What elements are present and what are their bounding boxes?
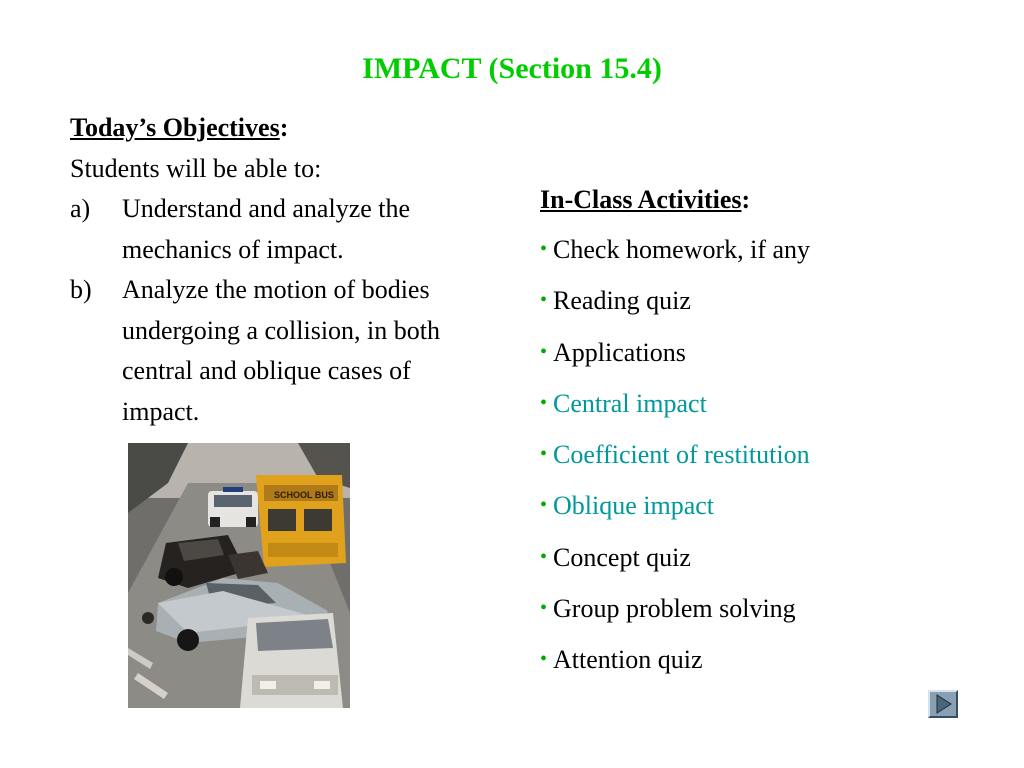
activity-item: [540, 434, 1010, 485]
activity-item: [540, 537, 1010, 588]
bullet-icon: •: [540, 238, 548, 260]
objective-text: Understand and analyze the mechanics of impact.: [122, 194, 411, 264]
objective-item: [70, 270, 540, 432]
activity-text: Group problem solving: [553, 594, 796, 624]
objective-text: Analyze the motion of bodies undergoing a collision, in both central and oblique cases of impact.: [122, 275, 440, 426]
objective-marker: a): [70, 194, 91, 223]
bus-sign: SCHOOL BUS: [274, 490, 334, 500]
activity-item: [540, 332, 1010, 383]
bullet-icon: •: [540, 289, 548, 312]
activity-text: Reading quiz: [553, 286, 691, 316]
activity-item: [540, 280, 1010, 331]
objectives-heading: [70, 108, 540, 149]
activity-item: [540, 639, 1010, 690]
objectives-heading-text: Today’s Objectives: [70, 113, 280, 142]
activities-heading-text: In-Class Activities: [540, 185, 742, 214]
bullet-icon: •: [540, 340, 548, 363]
bullet-icon: •: [540, 494, 548, 517]
activity-text: Central impact: [553, 388, 707, 418]
bullet-icon: •: [540, 597, 548, 620]
bullet-icon: •: [540, 648, 548, 671]
activity-text: Coefficient of restitution: [553, 440, 810, 470]
bullet-icon: •: [540, 391, 548, 414]
objectives-intro: Students will be able to:: [70, 153, 322, 183]
objectives-heading-colon: :: [279, 113, 289, 142]
activity-text: Check homework, if any: [553, 235, 811, 264]
activities-heading-colon: :: [741, 185, 751, 214]
activity-item: [540, 229, 1010, 280]
next-slide-button[interactable]: [928, 690, 958, 718]
activities-block: [540, 178, 1010, 691]
bullet-icon: •: [540, 545, 548, 568]
slide-title: IMPACT (Section 15.4): [362, 52, 662, 85]
activity-text: Applications: [553, 337, 686, 367]
objective-marker: b): [70, 275, 92, 304]
activities-list: [540, 229, 1010, 691]
activity-text: Oblique impact: [553, 491, 715, 521]
play-triangle-icon: [930, 692, 956, 716]
activity-item: [540, 485, 1010, 536]
activity-text: Attention quiz: [553, 645, 703, 675]
objective-item: [70, 189, 540, 270]
activity-item: [540, 588, 1010, 639]
objectives-block: [70, 108, 540, 432]
bullet-icon: •: [540, 443, 548, 466]
activities-heading: [540, 178, 1010, 229]
activity-item: [540, 383, 1010, 434]
activity-text: Concept quiz: [553, 542, 691, 572]
collision-photo: [128, 443, 350, 708]
